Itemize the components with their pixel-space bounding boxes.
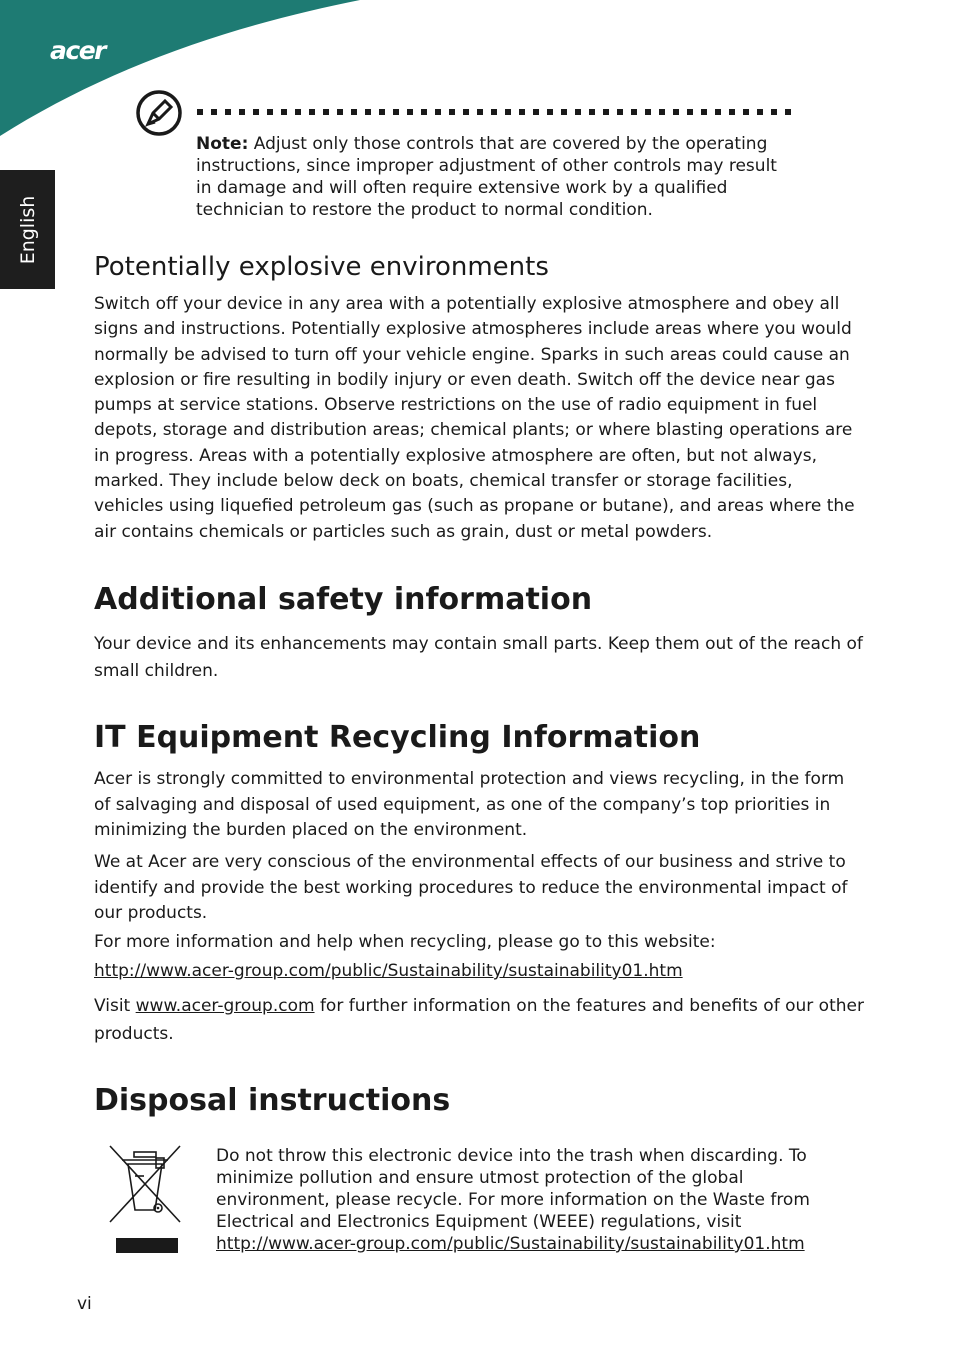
recycling-para-2: We at Acer are very conscious of the environmental effects of our business and strive to identify and provide the best working procedures to reduce the environmental impact of our products. <box>94 852 848 923</box>
note-text <box>196 133 796 221</box>
recycling-url-line <box>94 959 864 984</box>
language-tab <box>0 170 55 289</box>
acer-logo: acer <box>50 36 105 65</box>
additional-heading: Additional safety information <box>94 582 593 617</box>
disposal-body: Do not throw this electronic device into the trash when discarding. To minimize pollution and ensure utmost protection of the global environment, please recycle. For more information on the Waste from Electrical and Electronics Equipment (WEEE) regulations, visit <box>216 1146 810 1232</box>
additional-body: Your device and its enhancements may contain small parts. Keep them out of the reach of small children. <box>94 634 863 681</box>
visit-suffix: for further information on the features and benefits of our other products. <box>94 996 864 1044</box>
recycling-para-1: Acer is strongly committed to environmental protection and views recycling, in the form of salvaging and disposal of used equipment, as one of the company’s top priorities in minimizing the burden placed on the environment. <box>94 769 845 840</box>
page-number: vi <box>77 1294 92 1314</box>
note-label: Note: <box>196 134 249 154</box>
visit-paragraph <box>94 992 864 1048</box>
note-body: Adjust only those controls that are covered by the operating instructions, since improper adjustment of other controls may result in damage and will often require extensive work by a qualified technician to restore the product to normal condition. <box>196 134 777 220</box>
note-pencil-icon <box>135 89 183 137</box>
recycling-heading: IT Equipment Recycling Information <box>94 720 701 755</box>
disposal-url-link[interactable]: http://www.acer-group.com/public/Sustainability/sustainability01.htm <box>216 1234 805 1254</box>
acer-group-link[interactable]: www.acer-group.com <box>135 996 315 1016</box>
disposal-text <box>216 1145 856 1255</box>
disposal-heading: Disposal instructions <box>94 1083 451 1118</box>
weee-crossed-bin-icon <box>108 1144 184 1256</box>
recycling-para-3: For more information and help when recycling, please go to this website: <box>94 932 716 952</box>
explosive-body: Switch off your device in any area with a potentially explosive atmosphere and obey all signs and instructions. Potentially explosive atmospheres include areas where you would normally be advised to turn off your vehicle engine. Sparks in such areas could cause an explosion or fire resulting in bodily injury or even death. Switch off the device near gas pumps at service stations. Observe restrictions on the use of radio equipment in fuel depots, storage and distribution areas; chemical plants; or where blasting operations are in progress. Areas with a potentially explosive atmosphere are often, but not always, marked. They include below deck on boats, chemical transfer or storage facilities, vehicles using liquefied petroleum gas (such as propane or butane), and areas where the air contains chemicals or particles such as grain, dust or metal powders. <box>94 294 855 542</box>
visit-prefix: Visit <box>94 996 136 1016</box>
note-divider <box>197 109 797 115</box>
recycling-url-link[interactable]: http://www.acer-group.com/public/Sustainability/sustainability01.htm <box>94 961 683 981</box>
explosive-heading: Potentially explosive environments <box>94 252 549 282</box>
language-tab-label: English <box>17 195 39 265</box>
